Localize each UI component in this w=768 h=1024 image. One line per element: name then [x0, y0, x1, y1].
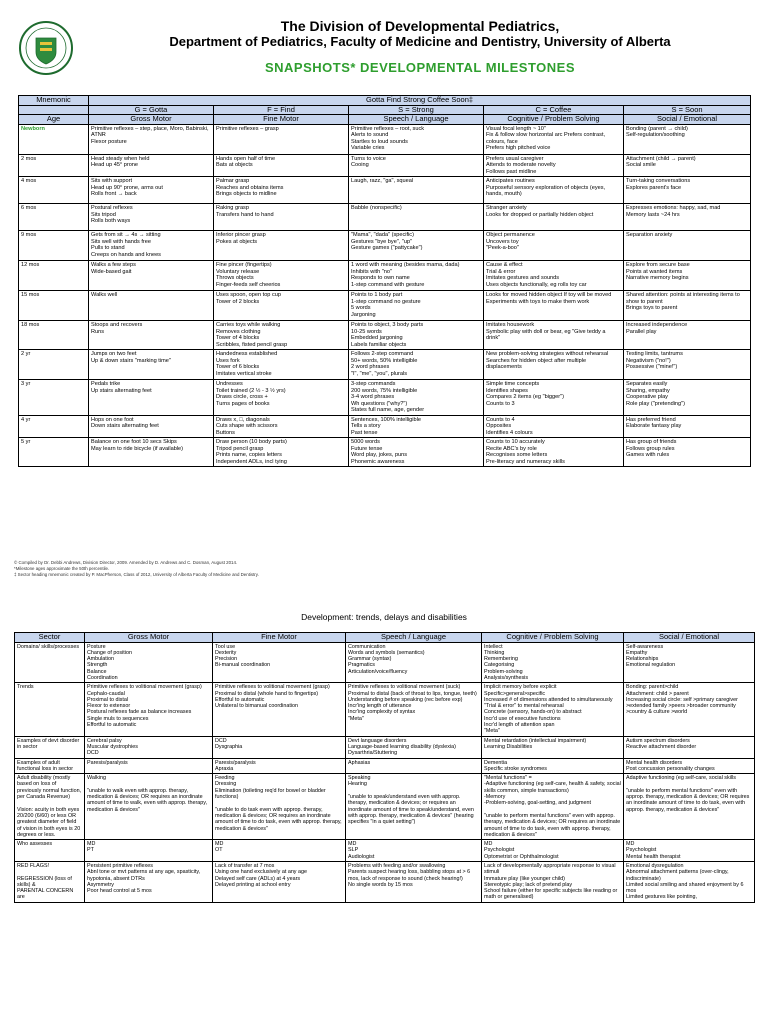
- milestone-cell: Sentences, 100% intelligible Tells a story Past tense: [349, 415, 484, 438]
- trend-cell: Posture Change of position Ambulation Strength Balance Coordination: [85, 642, 213, 683]
- trends-column-headers: [15, 633, 755, 643]
- table-row: [19, 350, 751, 380]
- milestone-cell: Explore from secure base Points at wanted items Narrative memory begins: [624, 261, 751, 291]
- column-header: Gross Motor: [85, 633, 213, 643]
- trend-cell: Mental retardation (intellectual impairment) Learning Disabilities: [482, 736, 624, 758]
- milestone-cell: Uses spoon, open top cup Tower of 2 blocks: [214, 291, 349, 321]
- table-row: [19, 438, 751, 467]
- milestone-cell: Primitive reflexes – root, suck Alerts to sound Startles to loud sounds Variable cries: [349, 124, 484, 154]
- mnemonic-text: Gotta Find Strong Coffee Soon‡: [89, 96, 751, 106]
- trend-cell: Self-awareness Empathy Relationships Emotional regulation: [624, 642, 755, 683]
- table-row: [19, 231, 751, 261]
- milestone-cell: Cause & effect Trial & error Imitates gestures and sounds Uses objects functionally, eg rolls toy car: [484, 261, 624, 291]
- table-row: [19, 124, 751, 154]
- milestone-cell: Increased independence Parallel play: [624, 321, 751, 350]
- milestone-cell: "Mama", "dada" (specific) Gestures "bye bye", "up" Gesture games ("pattycake"): [349, 231, 484, 261]
- table-row: [15, 758, 755, 774]
- sector-label: Examples of adult functional loss in sector: [15, 758, 85, 774]
- column-header: Social / Emotional: [624, 115, 751, 125]
- milestone-cell: Turn-taking conversations Explores parent's face: [624, 177, 751, 204]
- milestone-cell: Anticipates routines Purposeful sensory exploration of objects (eyes, hands, mouth): [484, 177, 624, 204]
- trend-cell: MD Psychologist Optometrist or Ophthalmologist: [482, 840, 624, 862]
- trend-cell: Dementia Specific stroke syndromes: [482, 758, 624, 774]
- trends-table: [14, 632, 755, 903]
- trend-cell: Paresis/paralysis: [85, 758, 213, 774]
- milestone-cell: Shared attention: points at interesting items to show to parent Brings toys to parent: [624, 291, 751, 321]
- milestone-cell: Hands open half of time Bats at objects: [214, 154, 349, 177]
- age-cell: 3 yr: [19, 380, 89, 416]
- milestone-cell: Palmar grasp Reaches and obtains items Brings objects to midline: [214, 177, 349, 204]
- trend-cell: Speaking Hearing "unable to speak/understand even with approp. therapy, medication & devices; or requires an inordinate amount of time to speak/understand, even with approp. therapy, medication & devices" (hearing specifies "in a quiet setting"): [346, 774, 482, 840]
- trend-cell: Autism spectrum disorders Reactive attachment disorder: [624, 736, 755, 758]
- milestone-cell: Counts to 4 Opposites Identifies 4 colours: [484, 415, 624, 438]
- age-cell: Newborn: [19, 124, 89, 154]
- trend-cell: Walking "unable to walk even with approp. therapy, medication & devices; OR requires an inordinate amount of time to walk, even with approp. therapy, medication & devices": [85, 774, 213, 840]
- milestone-cell: Walks a few steps Wide-based gait: [89, 261, 214, 291]
- sector-label: Domains/ skills/processes: [15, 642, 85, 683]
- milestone-cell: Prefers usual caregiver Attends to moderate novelty Follows past midline: [484, 154, 624, 177]
- milestone-cell: Looks for moved hidden object If toy will be moved Experiments with toys to make them work: [484, 291, 624, 321]
- trend-cell: "Mental functions" = -Adaptive functioning (eg self-care, health & safety, social skills common, simple transactions) -Memory -Problem-solving, goal-setting, and judgment "unable to perform mental functions" even with approp. therapy, medication & devices; OR requires an inordinate amount of time to do task, even with approp. therapy, medication & devices": [482, 774, 624, 840]
- milestone-cell: Testing limits, tantrums Negativism ("no!") Possessive ("mine!"): [624, 350, 751, 380]
- trend-cell: MD Psychologist Mental health therapist: [624, 840, 755, 862]
- milestone-cell: Postural reflexes Sits tripod Rolls both ways: [89, 204, 214, 231]
- age-cell: 2 yr: [19, 350, 89, 380]
- milestone-cell: Primitive reflexes – step, place, Moro, Babinski, ATNR Flexor posture: [89, 124, 214, 154]
- milestone-cell: Head steady when held Head up 45° prone: [89, 154, 214, 177]
- trend-cell: Aphasias: [346, 758, 482, 774]
- footnotes: [14, 560, 754, 577]
- milestone-cell: Handedness established Uses fork Tower of 6 blocks Imitates vertical stroke: [214, 350, 349, 380]
- sector-label: RED FLAGS! REGRESSION (loss of skills) & PARENTAL CONCERN are: [15, 862, 85, 903]
- trend-cell: Primitive reflexes to volitional movement (grasp) Proximal to distal (whole hand to fingertips) Effortful to automatic Unilateral to bimanual coordination: [213, 683, 346, 736]
- table-row: [19, 291, 751, 321]
- column-header: Speech / Language: [346, 633, 482, 643]
- milestone-cell: Has preferred friend Elaborate fantasy play: [624, 415, 751, 438]
- milestone-cell: Inferior pincer grasp Pokes at objects: [214, 231, 349, 261]
- mnemonic-letter: S = Strong: [349, 105, 484, 115]
- age-cell: 4 mos: [19, 177, 89, 204]
- trend-cell: Problems with feeding and/or swallowing Parents suspect hearing loss, babbling stops at > 6 mos, lack of response to sound (check hearing!) No single words by 15 mos: [346, 862, 482, 903]
- trend-cell: Feeding Dressing Elimination (toileting req'd for bowel or bladder functions) "unable to do task even with approp. therapy, medication & devices; OR requires an inordinate amount of time to do task, even with approp. therapy, medication & devices": [213, 774, 346, 840]
- milestone-cell: Walks well: [89, 291, 214, 321]
- trend-cell: MD OT: [213, 840, 346, 862]
- age-cell: 9 mos: [19, 231, 89, 261]
- age-cell: 12 mos: [19, 261, 89, 291]
- trend-cell: Mental health disorders Post concussion personality changes: [624, 758, 755, 774]
- table-row: [15, 862, 755, 903]
- trends-section-title: Development: trends, delays and disabilities: [301, 612, 467, 622]
- table-row: [15, 642, 755, 683]
- milestone-cell: Counts to 10 accurately Recite ABC's by role Recognises some letters Pre-literacy and numeracy skills: [484, 438, 624, 467]
- trend-cell: DCD Dysgraphia: [213, 736, 346, 758]
- milestone-cell: New problem-solving strategies without rehearsal Searches for hidden object after multiple displacements: [484, 350, 624, 380]
- table-row: [19, 415, 751, 438]
- column-header: Fine Motor: [213, 633, 346, 643]
- table-row: [19, 204, 751, 231]
- trend-cell: Paresis/paralysis Apraxia: [213, 758, 346, 774]
- milestone-cell: Points to object, 3 body parts 10-25 words Embedded jargoning Labels familiar objects: [349, 321, 484, 350]
- column-header: Gross Motor: [89, 115, 214, 125]
- milestone-cell: Follows 2-step command 50+ words, 50% intelligible 2 word phrases "I", "me", "you", plurals: [349, 350, 484, 380]
- milestone-cell: Points to 1 body part 1-step command no gesture 5 words Jargoning: [349, 291, 484, 321]
- trend-cell: Tool use Dexterity Precision Bi-manual coordination: [213, 642, 346, 683]
- milestone-cell: Jumps on two feet Up & down stairs "marking time": [89, 350, 214, 380]
- table-row: [15, 840, 755, 862]
- milestones-column-headers: [19, 115, 751, 125]
- trend-cell: Adaptive functioning (eg self-care, social skills "unable to perform mental functions" even with approp. therapy, medication & devices; OR requires an inordinate amount of time to do task, even with approp. therapy, medication & devices": [624, 774, 755, 840]
- table-row: [15, 683, 755, 736]
- sector-label: Adult disability (mostly based on loss of previously normal function, per Canada Revenue) Vision: acuity in both eyes 20/200 (6/60) or less OR greatest diameter of field of vision in both eyes is 20 degrees or less.: [15, 774, 85, 840]
- age-cell: 5 yr: [19, 438, 89, 467]
- age-cell: 4 yr: [19, 415, 89, 438]
- milestone-cell: Primitive reflexes – grasp: [214, 124, 349, 154]
- age-cell: 15 mos: [19, 291, 89, 321]
- mnemonic-letter: C = Coffee: [484, 105, 624, 115]
- sector-label: Trends: [15, 683, 85, 736]
- footnote-compiled: © Compiled by Dr. Debbi Andrews, Division Director, 2009. Amended by D. Andrews and C. Dosman, August 2014.: [14, 560, 238, 565]
- milestone-cell: Attachment (child → parent) Social smile: [624, 154, 751, 177]
- column-header: Age: [19, 115, 89, 125]
- trend-cell: Primitive reflexes to volitional movement (suck) Proximal to distal (back of throat to lips, tongue, teeth) Understanding before speaking (rec before exp) Incr'ing length of utterance Incr'ing complexity of syntax "Meta": [346, 683, 482, 736]
- document-title: SNAPSHOTS* DEVELOPMENTAL MILESTONES: [264, 60, 576, 75]
- milestone-cell: Separation anxiety: [624, 231, 751, 261]
- table-row: [15, 774, 755, 840]
- milestone-cell: Has group of friends Follows group rules Games with rules: [624, 438, 751, 467]
- milestone-cell: Sits with support Head up 90° prone, arms out Rolls front → back: [89, 177, 214, 204]
- milestone-cell: Stoops and recovers Runs: [89, 321, 214, 350]
- trend-cell: Devt language disorders Language-based learning disability (dyslexia) Dysarthria/Stuttering: [346, 736, 482, 758]
- milestone-cell: Visual focal length ~ 10" Fix & follow slow horizontal arc Prefers contrast, colours, face Prefers high pitched voice: [484, 124, 624, 154]
- table-row: [19, 380, 751, 416]
- sector-label: Examples of devt disorder in sector: [15, 736, 85, 758]
- page-header: [0, 14, 768, 84]
- column-header: Cognitive / Problem Solving: [482, 633, 624, 643]
- trend-cell: Communication Words and symbols (semantics) Grammar (syntax) Pragmatics Articulation/voice/fluency: [346, 642, 482, 683]
- milestone-cell: 1 word with meaning (besides mama, dada) Inhibits with "no" Responds to own name 1-step command with gesture: [349, 261, 484, 291]
- milestone-cell: Babble (nonspecific): [349, 204, 484, 231]
- age-cell: 2 mos: [19, 154, 89, 177]
- trend-cell: Cerebral palsy Muscular dystrophies DCD: [85, 736, 213, 758]
- milestone-cell: Object permanence Uncovers toy "Peek-a-boo": [484, 231, 624, 261]
- column-header: Fine Motor: [214, 115, 349, 125]
- sector-label: Who assesses: [15, 840, 85, 862]
- milestone-cell: Carries toys while walking Removes clothing Tower of 4 blocks Scribbles, fisted pencil grasp: [214, 321, 349, 350]
- milestone-cell: Hops on one foot Down stairs alternating feet: [89, 415, 214, 438]
- milestone-cell: 5000 words Future tense Word play, jokes, puns Phonemic awareness: [349, 438, 484, 467]
- milestone-cell: Raking grasp Transfers hand to hand: [214, 204, 349, 231]
- mnemonic-letter: G = Gotta: [89, 105, 214, 115]
- trend-cell: Lack of developmentally appropriate response to visual stimuli Immature play (like younger child) Stereotypic play; lack of pretend play School failure (either for specific subjects like reading or math or generalised): [482, 862, 624, 903]
- trend-cell: Intellect Thinking Remembering Categorising Problem-solving Analysis/synthesis: [482, 642, 624, 683]
- table-row: [15, 736, 755, 758]
- mnemonic-letter: F = Find: [214, 105, 349, 115]
- department-title: Department of Pediatrics, Faculty of Medicine and Dentistry, University of Alberta: [169, 34, 671, 49]
- table-row: [19, 261, 751, 291]
- milestone-cell: Laugh, razz, "ga", squeal: [349, 177, 484, 204]
- table-row: [19, 321, 751, 350]
- age-cell: 18 mos: [19, 321, 89, 350]
- milestone-cell: Stranger anxiety Looks for dropped or partially hidden object: [484, 204, 624, 231]
- milestone-cell: Expresses emotions: happy, sad, mad Memory lasts ~24 hrs: [624, 204, 751, 231]
- table-row: [19, 154, 751, 177]
- milestone-cell: Pedals trike Up stairs alternating feet: [89, 380, 214, 416]
- milestone-cell: Draws x, □, diagonals Cuts shape with scissors Buttons: [214, 415, 349, 438]
- milestone-cell: Simple time concepts Identifies shapes Compares 2 items (eg "bigger") Counts to 3: [484, 380, 624, 416]
- milestone-cell: Turns to voice Cooing: [349, 154, 484, 177]
- milestone-cell: Draw person (10 body parts) Tripod pencil grasp Prints name, copies letters Independent ADLs, incl tying: [214, 438, 349, 467]
- trend-cell: MD PT: [85, 840, 213, 862]
- milestones-table: [18, 95, 751, 467]
- milestone-cell: 3-step commands 200 words, 75% intelligible 3-4 word phrases Wh questions ("why?") States full name, age, gender: [349, 380, 484, 416]
- milestone-cell: Gets from sit → 4s → sitting Sits well with hands free Pulls to stand Creeps on hands and knees: [89, 231, 214, 261]
- division-title: The Division of Developmental Pediatrics,: [280, 18, 560, 34]
- milestone-cell: Undresses Toilet trained (2 ½ - 3 ½ yrs) Draws circle, cross + Turns pages of books: [214, 380, 349, 416]
- mnemonic-label: Mnemonic: [19, 96, 89, 106]
- mnemonic-letter: S = Soon: [624, 105, 751, 115]
- footnote-milestone-ages: *Milestone ages approximate the 50th percentile.: [14, 565, 110, 571]
- column-header: Sector: [15, 633, 85, 643]
- trend-cell: MD SLP Audiologist: [346, 840, 482, 862]
- milestone-cell: Fine pincer (fingertips) Voluntary release Throws objects Finger-feeds self cheerios: [214, 261, 349, 291]
- column-header: Cognitive / Problem Solving: [484, 115, 624, 125]
- age-cell: 6 mos: [19, 204, 89, 231]
- university-crest-icon: [18, 20, 74, 76]
- trend-cell: Lack of transfer at 7 mos Using one hand exclusively at any age Delayed self care (ADLs) at 4 years Delayed printing at school entry: [213, 862, 346, 903]
- milestone-cell: Imitates housework Symbolic play with doll or bear, eg "Give teddy a drink": [484, 321, 624, 350]
- trend-cell: Implicit memory before explicit Specific>general>specific Increased # of dimensions attended to simultaneously "Trial & error" to mental rehearsal Concrete (sensory, hands-on) to abstract Incr'd use of executive functions Incr'd length of attention span "Meta": [482, 683, 624, 736]
- trend-cell: Emotional dysregulation Abnormal attachment patterns (over-clingy, indiscriminate) Limited social smiling and shared enjoyment by 6 mos Limited gestures like pointing,: [624, 862, 755, 903]
- milestone-cell: Balance on one foot 10 secs Skips May learn to ride bicycle (if available): [89, 438, 214, 467]
- column-header: Speech / Language: [349, 115, 484, 125]
- trend-cell: Bonding: parent>child Attachment: child > parent Increasing social circle: self >primary caregiver >extended family >peers >broader community >country & culture >world: [624, 683, 755, 736]
- footnote-mnemonic: ‡ Sector heading mnemonic created by P. MacPherson, Class of 2012, University of Alberta Faculty of Medicine and Dentistry.: [14, 571, 259, 577]
- milestone-cell: Separates easily Sharing, empathy Cooperative play Role play ("pretending"): [624, 380, 751, 416]
- milestone-cell: Bonding (parent → child) Self-regulation/soothing: [624, 124, 751, 154]
- trend-cell: Primitive reflexes to volitional movement (grasp) Cephalo-caudal Proximal to distal Flexor to extensor Postural reflexes fade as balance increases Single muls to sequences Effortful to automatic: [85, 683, 213, 736]
- column-header: Social / Emotional: [624, 633, 755, 643]
- trend-cell: Persistent primitive reflexes Abnl tone or mvt patterns at any age, spasticity, hypotonia, absent DTRs Asymmetry Poor head control at 5 mos: [85, 862, 213, 903]
- table-row: [19, 177, 751, 204]
